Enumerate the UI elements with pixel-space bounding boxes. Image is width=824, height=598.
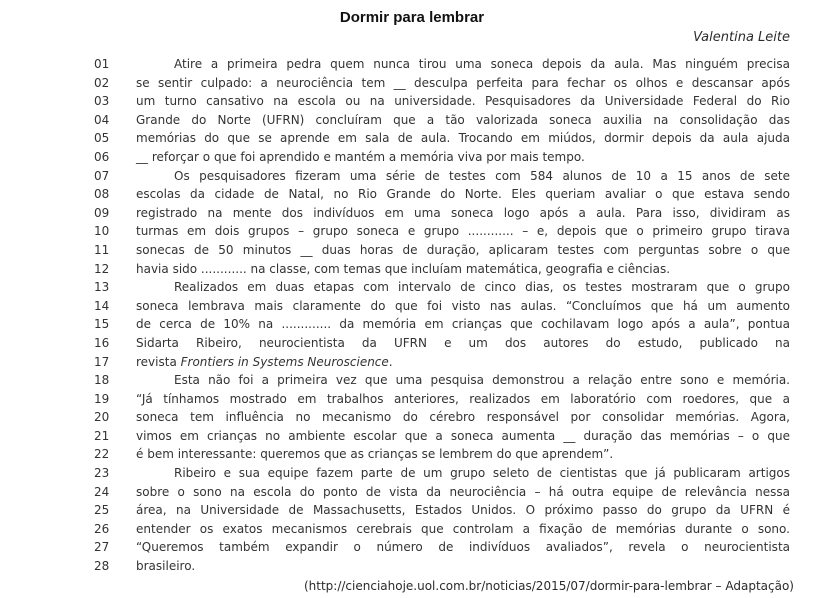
line-text: “Queremos também expandir o número de indivíduos avaliados”, revela o neurocientista <box>136 540 790 555</box>
text-line <box>0 148 824 167</box>
text-line <box>0 129 824 148</box>
line-number: 17 <box>94 354 110 369</box>
text-line <box>0 315 824 334</box>
line-text: registrado na mente dos indivíduos em uma soneca logo após a aula. Para isso, dividiram as <box>136 205 790 220</box>
line-text: “Já tínhamos mostrado em trabalhos anteriores, realizados em laboratório com roedores, que a <box>136 391 790 406</box>
line-number: 21 <box>94 428 110 443</box>
line-text: brasileiro. <box>136 559 196 574</box>
line-number: 14 <box>94 298 110 313</box>
line-number: 10 <box>94 224 110 239</box>
line-text: sobre o sono na escola do ponto de vista da neurociência – há outra equipe de relevância nessa <box>136 484 790 499</box>
text-line <box>0 297 824 316</box>
text-line <box>0 92 824 111</box>
text-line <box>0 74 824 93</box>
line-number: 02 <box>94 75 110 90</box>
line-text: Esta não foi a primeira vez que uma pesquisa demonstrou a relação entre sono e memória. <box>174 373 790 388</box>
line-text: turmas em dois grupos – grupo soneca e grupo ............ – e, depois que o primeiro grupo tirava <box>136 224 790 239</box>
line-text: um turno cansativo na escola ou na universidade. Pesquisadores da Universidade Federal do Rio <box>136 94 790 109</box>
line-number: 11 <box>94 242 110 257</box>
text-line <box>0 557 824 576</box>
line-text: Atire a primeira pedra quem nunca tirou uma soneca depois da aula. Mas ninguém precisa <box>174 57 790 71</box>
line-number: 07 <box>94 168 110 183</box>
text-body <box>0 55 824 576</box>
text-line <box>0 55 824 74</box>
text-line <box>0 464 824 483</box>
line-number: 23 <box>94 466 110 481</box>
line-number: 09 <box>94 205 110 220</box>
line-text: é bem interessante: queremos que as crianças se lembrem do que aprendem”. <box>136 447 614 462</box>
line-number: 18 <box>94 373 110 388</box>
text-line <box>0 204 824 223</box>
line-text: escolas da cidade de Natal, no Rio Grande do Norte. Eles queriam avaliar o que estava sendo <box>136 187 790 202</box>
source-citation: (http://cienciahoje.uol.com.br/noticias/2015/07/dormir-para-lembrar – Adaptação) <box>303 578 794 593</box>
text-line <box>0 371 824 390</box>
line-number: 25 <box>94 503 110 518</box>
line-number: 01 <box>94 57 110 71</box>
line-text: soneca lembrava mais claramente do que foi visto nas aulas. “Concluímos que há um aumento <box>136 298 790 313</box>
text-line <box>0 167 824 186</box>
line-text: Os pesquisadores fizeram uma série de testes com 584 alunos de 10 a 15 anos de sete <box>174 168 790 183</box>
text-line <box>0 353 824 372</box>
line-text: memórias do que se aprende em sala de aula. Trocando em miúdos, dormir depois da aula ajuda <box>136 131 790 146</box>
line-number: 05 <box>94 131 110 146</box>
line-number: 20 <box>94 410 110 425</box>
line-text: sonecas de 50 minutos __ duas horas de duração, aplicaram testes com perguntas sobre o que <box>136 242 790 257</box>
line-text: Realizados em duas etapas com intervalo de cinco dias, os testes mostraram que o grupo <box>174 280 790 295</box>
line-number: 06 <box>94 149 110 164</box>
text-line <box>0 483 824 502</box>
line-number: 24 <box>94 484 110 499</box>
line-text: havia sido ............ na classe, com temas que incluíam matemática, geografia e ciências. <box>136 261 671 276</box>
line-number: 19 <box>94 391 110 406</box>
text-line <box>0 278 824 297</box>
line-number: 03 <box>94 94 110 109</box>
text-line <box>0 408 824 427</box>
author-byline: Valentina Leite <box>693 30 790 45</box>
text-line <box>0 260 824 279</box>
line-number: 12 <box>94 261 110 276</box>
line-number: 22 <box>94 447 110 462</box>
text-line <box>0 111 824 130</box>
line-text: Ribeiro e sua equipe fazem parte de um grupo seleto de cientistas que já publicaram artigos <box>174 466 790 481</box>
line-text: área, na Universidade de Massachusetts, Estados Unidos. O próximo passo do grupo da UFRN é <box>136 503 790 518</box>
document-title: Dormir para lembrar <box>339 9 485 26</box>
line-number: 28 <box>94 559 110 574</box>
line-number: 27 <box>94 540 110 555</box>
line-text: revista Frontiers in Systems Neuroscience. <box>136 354 393 369</box>
text-line <box>0 445 824 464</box>
line-text: entender os exatos mecanismos cerebrais que controlam a fixação de memórias durante o sono. <box>136 521 790 536</box>
text-line <box>0 222 824 241</box>
line-text: vimos em crianças no ambiente escolar que a soneca aumenta __ duração das memórias – o que <box>136 428 790 443</box>
line-number: 16 <box>94 335 110 350</box>
text-line <box>0 185 824 204</box>
text-line <box>0 334 824 353</box>
line-text: soneca tem influência no mecanismo do cérebro responsável por consolidar memórias. Agora, <box>136 410 790 425</box>
text-line <box>0 241 824 260</box>
line-number: 08 <box>94 187 110 202</box>
line-text: de cerca de 10% na ............. da memória em crianças que cochilavam logo após a aula”, pontua <box>136 317 790 332</box>
text-line <box>0 520 824 539</box>
line-text: se sentir culpado: a neurociência tem __ desculpa perfeita para fechar os olhos e descansar após <box>136 75 790 90</box>
line-text: Grande do Norte (UFRN) concluíram que a tão valorizada soneca auxilia na consolidação das <box>136 112 790 127</box>
line-text: __ reforçar o que foi aprendido e mantém a memória viva por mais tempo. <box>136 149 585 164</box>
line-text: Sidarta Ribeiro, neurocientista da UFRN e um dos autores do estudo, publicado na <box>136 335 790 350</box>
line-number: 26 <box>94 521 110 536</box>
text-line <box>0 501 824 520</box>
line-number: 15 <box>94 317 110 332</box>
text-line <box>0 538 824 557</box>
text-line <box>0 390 824 409</box>
line-number: 04 <box>94 112 110 127</box>
line-number: 13 <box>94 280 110 295</box>
text-line <box>0 427 824 446</box>
